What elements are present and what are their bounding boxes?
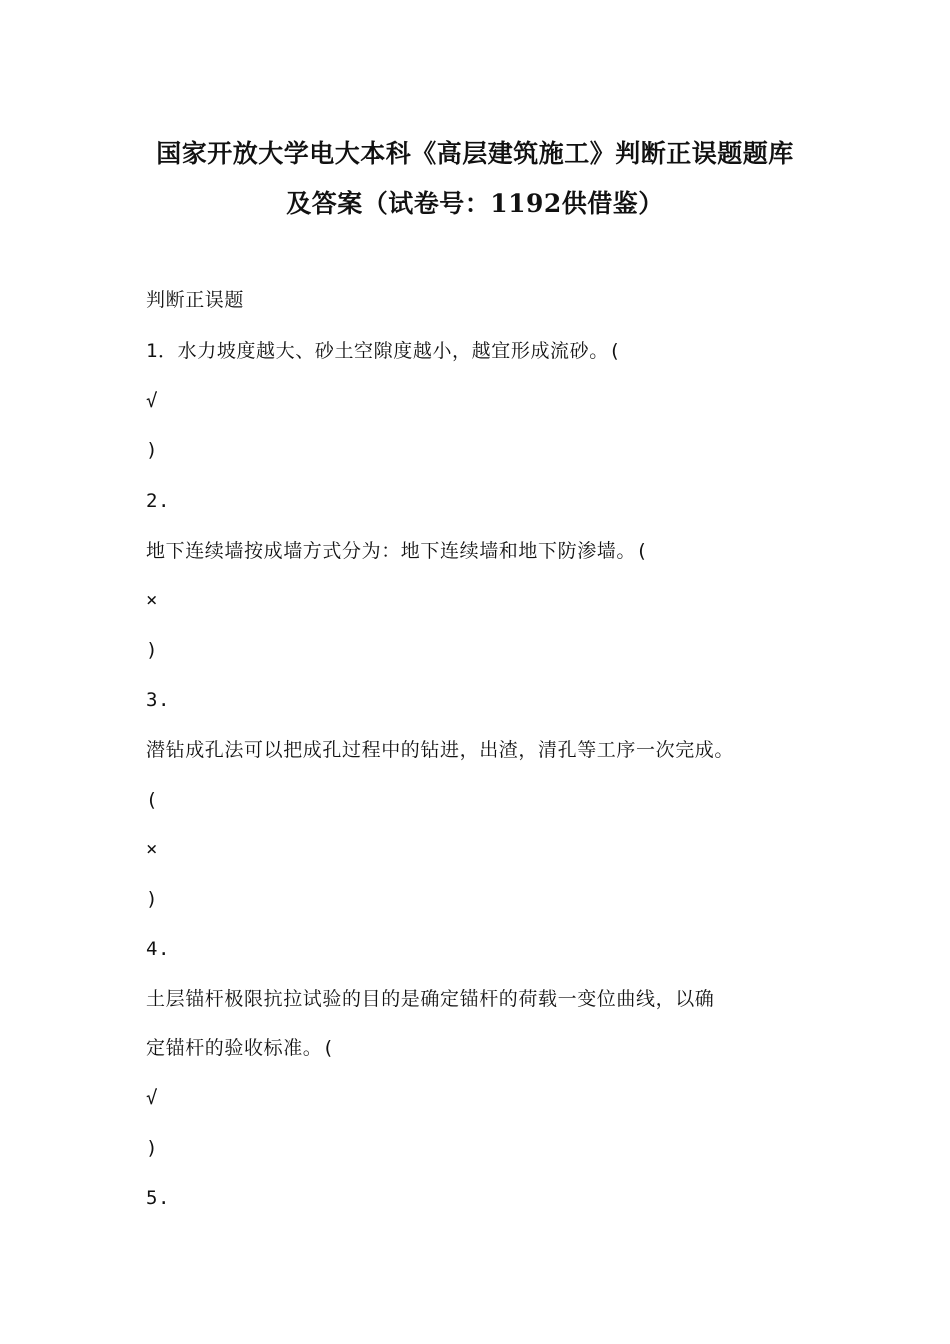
question-2-number: 2. bbox=[146, 490, 171, 512]
question-1-close: ) bbox=[146, 439, 159, 461]
question-2-text: 地下连续墙按成墙方式分为：地下连续墙和地下防渗墙。( bbox=[146, 540, 649, 562]
question-4-answer: √ bbox=[146, 1087, 159, 1109]
question-3-text-line-1: 潜钻成孔法可以把成孔过程中的钻进，出渣，清孔等工序一次完成。 bbox=[146, 739, 735, 761]
document-title-line-1: 国家开放大学电大本科《高层建筑施工》判断正误题题库 bbox=[156, 139, 794, 168]
question-3-answer: × bbox=[146, 838, 159, 860]
question-1-text: 1．水力坡度越大、砂土空隙度越小，越宜形成流砂。( bbox=[146, 340, 621, 362]
question-2-answer: × bbox=[146, 589, 159, 611]
question-3-number: 3. bbox=[146, 689, 171, 711]
question-2-close: ) bbox=[146, 639, 159, 661]
question-3-text-line-2: ( bbox=[146, 789, 159, 811]
question-4-text-line-1: 土层锚杆极限抗拉试验的目的是确定锚杆的荷载一变位曲线，以确 bbox=[146, 988, 715, 1010]
document-title-line-2: 及答案（试卷号：1192供借鉴） bbox=[286, 189, 664, 218]
section-heading: 判断正误题 bbox=[146, 289, 245, 311]
question-4-text-line-2: 定锚杆的验收标准。( bbox=[146, 1037, 335, 1059]
question-5-number: 5. bbox=[146, 1187, 171, 1209]
question-4-close: ) bbox=[146, 1137, 159, 1159]
question-4-number: 4. bbox=[146, 938, 171, 960]
question-3-close: ) bbox=[146, 888, 159, 910]
question-1-answer: √ bbox=[146, 390, 159, 412]
